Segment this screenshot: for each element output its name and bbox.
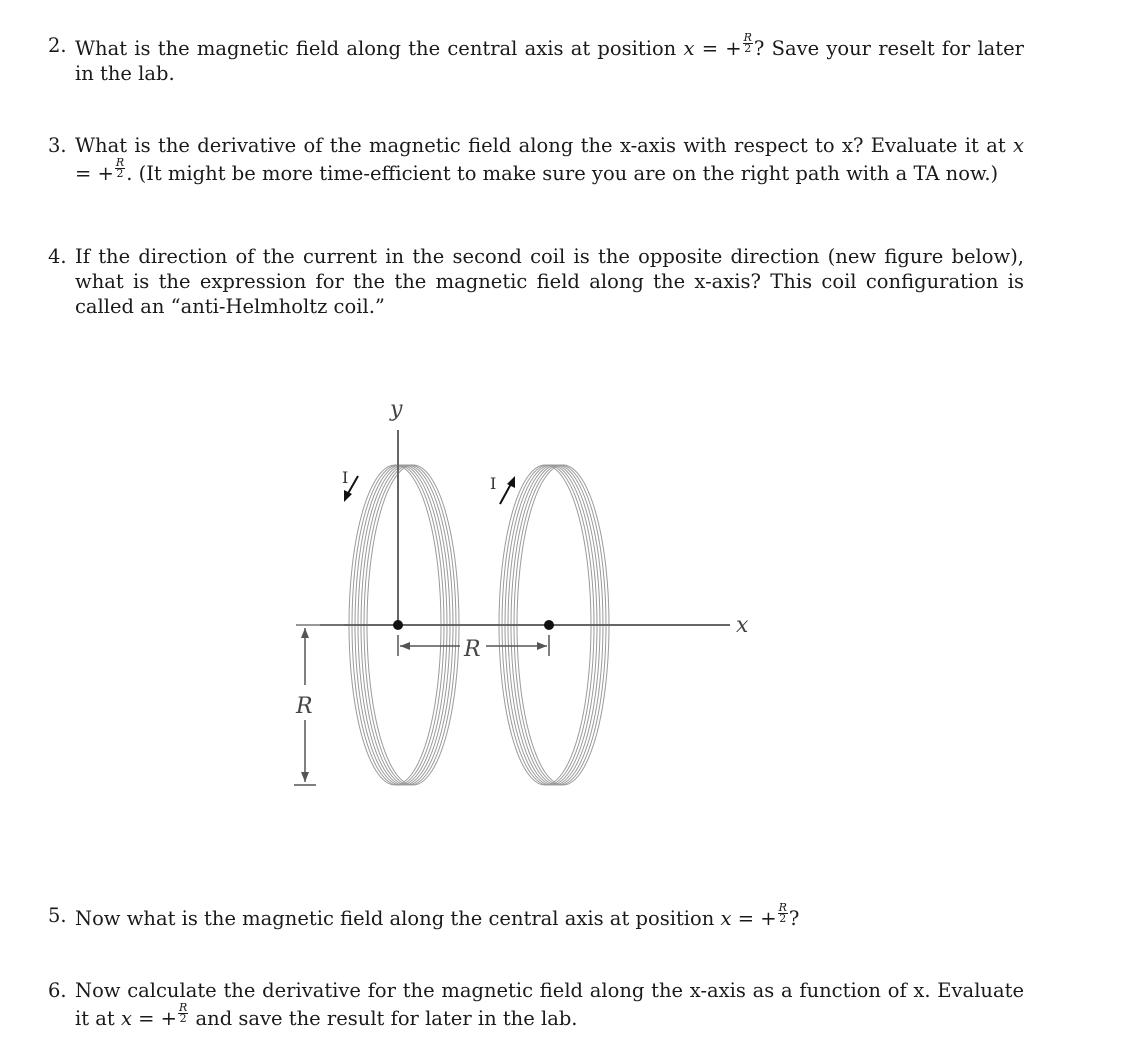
question-text: If the direction of the current in the second coil is the opposite direction (new figure below), what is the expression for the the magnetic field along the x-axis? This coil configuration is called an “anti-Helmholtz coil.” xyxy=(75,245,1024,318)
fraction-r-over-2: $\frac{R}{2}$ xyxy=(179,1001,188,1025)
current-arrow-up-icon xyxy=(500,476,515,504)
question-number: 3. xyxy=(48,134,67,157)
fraction-r-over-2: $\frac{R}{2}$ xyxy=(743,31,752,55)
question-2 xyxy=(48,33,1024,86)
y-axis-label: y xyxy=(390,397,403,422)
right-coil-center xyxy=(544,620,554,630)
question-number: 4. xyxy=(48,245,67,268)
current-label-right: I xyxy=(490,474,497,493)
question-number: 6. xyxy=(48,979,67,1002)
x-axis-label: x xyxy=(736,613,749,638)
left-coil-center xyxy=(393,620,403,630)
question-text: Now what is the magnetic field along the central axis at position x = + $\frac{R}{2}$ ? xyxy=(75,901,800,930)
question-4 xyxy=(48,244,1024,319)
anti-helmholtz-coil-figure xyxy=(260,380,780,810)
question-3 xyxy=(48,133,1024,186)
question-5 xyxy=(48,903,1024,931)
question-text: What is the derivative of the magnetic field along the x-axis with respect to x? Evaluate it at x = + $\frac{R}{2}$ . (It might be more time-efficient to make sure you are on the right path with a TA now.) xyxy=(75,134,1024,185)
question-text: What is the magnetic field along the central axis at position x = + $\frac{R}{2}$ ? Save your reselt for later in the lab. xyxy=(75,31,1025,85)
current-label-left: I xyxy=(342,468,349,487)
spacing-label: R xyxy=(464,637,481,662)
fraction-r-over-2: $\frac{R}{2}$ xyxy=(115,156,125,180)
question-6 xyxy=(48,978,1024,1031)
question-number: 5. xyxy=(48,904,67,927)
question-text: Now calculate the derivative for the magnetic field along the x-axis as a function of x. Evaluate it at x = + $\frac{R}{2}$ and save the result for later in the lab. xyxy=(75,979,1024,1030)
radius-label: R xyxy=(296,694,313,719)
question-number: 2. xyxy=(48,34,67,57)
fraction-r-over-2: $\frac{R}{2}$ xyxy=(778,901,787,925)
